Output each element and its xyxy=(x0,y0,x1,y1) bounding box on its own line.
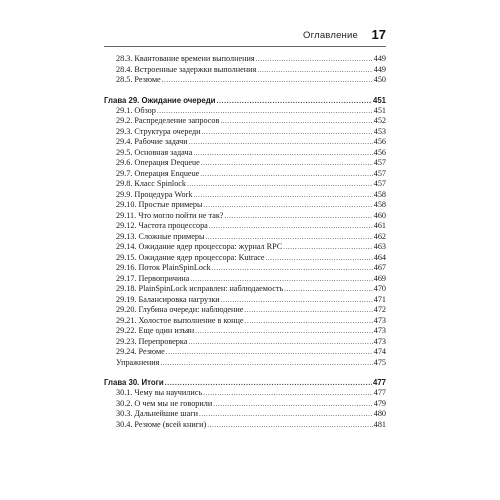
toc-dot-leader xyxy=(201,158,373,169)
toc-section-entry xyxy=(104,305,386,316)
toc-entry-title: 29.15. Ожидание ядер процессора: Kutrace xyxy=(116,252,265,262)
toc-section-entry xyxy=(104,169,386,180)
toc-entry-title: 29.22. Еще один изъян xyxy=(116,326,195,335)
toc-section-entry xyxy=(104,65,386,76)
toc-dot-leader xyxy=(193,190,372,201)
toc-dot-leader xyxy=(193,148,372,159)
toc-entry-title: 28.3. Квантование времени выполнения xyxy=(116,54,255,63)
toc-chapter-entry xyxy=(104,95,386,106)
toc-dot-leader xyxy=(203,200,372,211)
toc-entry-title: 29.11. Что могло пойти не так? xyxy=(116,210,224,220)
toc-entry-page: 481 xyxy=(373,419,386,429)
toc-entry-page: 473 xyxy=(373,336,386,346)
toc-entry-title: 29.10. Простые примеры xyxy=(116,200,203,209)
toc-entry-title: 29.2. Распределение запросов xyxy=(116,116,220,125)
toc-entry-page: 475 xyxy=(373,357,386,367)
toc-entry-page: 451 xyxy=(373,105,386,115)
toc-section-entry xyxy=(104,75,386,86)
toc-section-entry xyxy=(104,253,386,264)
toc-entry-title: 29.7. Операция Enqueue xyxy=(116,168,200,178)
toc-entry-title: 30.1. Чему вы научились xyxy=(116,388,203,397)
toc-entry-page: 470 xyxy=(373,284,386,293)
toc-gap xyxy=(104,368,386,377)
toc-section-entry xyxy=(104,420,386,431)
toc-dot-leader xyxy=(187,179,373,190)
toc-entry-title: 29.14. Ожидание ядер процессора: журнал RPC xyxy=(116,242,283,251)
toc-entry-title: 30.4. Резюме (всей книги) xyxy=(116,419,207,429)
toc-entry-title: 29.13. Сложные примеры xyxy=(116,231,205,241)
toc-section-entry xyxy=(104,232,386,243)
toc-entry-title: 29.20. Глубина очереди: наблюдение xyxy=(116,305,244,314)
toc-dot-leader xyxy=(205,232,372,243)
toc-entry-page: 449 xyxy=(373,54,386,63)
toc-entry-title: 30.2. О чем мы не говорили xyxy=(116,398,213,408)
header-rule xyxy=(104,46,386,47)
toc-section-entry xyxy=(104,148,386,159)
toc-section-entry xyxy=(104,242,386,253)
toc-entry-page: 462 xyxy=(373,231,386,241)
toc-dot-leader xyxy=(221,295,373,306)
toc-dot-leader xyxy=(207,420,372,431)
toc-entry-title: 29.19. Балансировка нагрузки xyxy=(116,294,220,304)
toc-dot-leader xyxy=(220,116,372,127)
toc-entry-page: 480 xyxy=(373,409,386,418)
page-number: 17 xyxy=(371,27,386,42)
toc-entry-title: 29.3. Структура очереди xyxy=(116,126,201,136)
toc-dot-leader xyxy=(190,274,372,285)
toc-entry-title: 29.4. Рабочие задачи xyxy=(116,137,188,146)
toc-section-entry xyxy=(104,106,386,117)
toc-entry-page: 477 xyxy=(373,388,386,397)
toc-entry-page: 457 xyxy=(373,179,386,188)
toc-entry-page: 464 xyxy=(373,252,386,262)
toc-entry-title: 29.17. Первопричина xyxy=(116,273,190,283)
toc-dot-leader xyxy=(160,358,372,369)
toc-section-entry xyxy=(104,158,386,169)
toc-section-entry xyxy=(104,179,386,190)
toc-entry-page: 473 xyxy=(373,326,386,335)
toc-entry-title: 28.5. Резюме xyxy=(116,75,161,84)
toc-dot-leader xyxy=(257,65,372,76)
table-of-contents xyxy=(104,54,386,430)
toc-section-entry xyxy=(104,211,386,222)
toc-entry-title: 29.9. Процедура Work xyxy=(116,189,193,199)
toc-section-entry xyxy=(104,399,386,410)
toc-entry-page: 469 xyxy=(373,273,386,283)
toc-dot-leader xyxy=(284,284,373,295)
toc-dot-leader xyxy=(157,106,373,117)
toc-dot-leader xyxy=(244,305,372,316)
toc-entry-title: 29.21. Холостое выполнение в конце xyxy=(116,315,244,325)
toc-entry-page: 458 xyxy=(373,200,386,209)
toc-entry-page: 453 xyxy=(373,126,386,136)
toc-entry-page: 456 xyxy=(373,147,386,157)
toc-entry-page: 463 xyxy=(373,242,386,251)
toc-section-entry xyxy=(104,190,386,201)
toc-entry-page: 457 xyxy=(373,158,386,167)
toc-entry-title: Глава 30. Итоги xyxy=(104,378,164,387)
toc-entry-page: 477 xyxy=(372,378,386,387)
toc-chapter-entry xyxy=(104,377,386,388)
toc-section-entry xyxy=(104,54,386,65)
toc-section-entry xyxy=(104,137,386,148)
toc-section-entry xyxy=(104,358,386,369)
toc-dot-leader xyxy=(166,347,373,358)
toc-entry-page: 452 xyxy=(373,116,386,125)
toc-entry-page: 461 xyxy=(373,221,386,230)
toc-entry-page: 457 xyxy=(373,168,386,178)
toc-entry-page: 449 xyxy=(373,64,386,74)
toc-section-entry xyxy=(104,221,386,232)
toc-section-entry xyxy=(104,116,386,127)
toc-section-entry xyxy=(104,284,386,295)
toc-entry-page: 479 xyxy=(373,398,386,408)
toc-dot-leader xyxy=(203,388,373,399)
toc-section-entry xyxy=(104,347,386,358)
toc-section-entry xyxy=(104,295,386,306)
toc-dot-leader xyxy=(245,316,373,327)
toc-entry-title: Глава 29. Ожидание очереди xyxy=(104,95,216,105)
toc-section-entry xyxy=(104,127,386,138)
toc-entry-title: 29.1. Обзор xyxy=(116,105,156,115)
toc-dot-leader xyxy=(200,169,372,180)
toc-entry-page: 451 xyxy=(372,95,386,105)
toc-entry-title: 28.4. Встроенные задержки выполнения xyxy=(116,64,257,74)
toc-dot-leader xyxy=(195,326,373,337)
toc-dot-leader xyxy=(209,221,373,232)
toc-entry-title: 29.6. Операция Dequeue xyxy=(116,158,200,167)
toc-dot-leader xyxy=(202,127,373,138)
toc-section-entry xyxy=(104,316,386,327)
toc-section-entry xyxy=(104,274,386,285)
toc-entry-page: 471 xyxy=(373,294,386,304)
toc-section-entry xyxy=(104,263,386,274)
toc-dot-leader xyxy=(189,137,373,148)
toc-dot-leader xyxy=(266,253,373,264)
toc-entry-title: 29.24. Резюме xyxy=(116,347,165,356)
toc-entry-title: 29.23. Перепроверка xyxy=(116,336,188,346)
toc-dot-leader xyxy=(162,75,373,86)
toc-dot-leader xyxy=(213,399,372,410)
toc-entry-page: 456 xyxy=(373,137,386,146)
toc-entry-title: 29.18. PlainSpinLock исправлен: наблюдаемость xyxy=(116,284,284,293)
toc-entry-title: 29.12. Частота процессора xyxy=(116,221,208,230)
toc-entry-title: 29.8. Класс Spinlock xyxy=(116,179,187,188)
running-header xyxy=(104,27,386,45)
toc-section-entry xyxy=(104,409,386,420)
toc-section-entry xyxy=(104,337,386,348)
toc-dot-leader xyxy=(224,211,372,222)
toc-dot-leader xyxy=(199,409,373,420)
toc-section-entry xyxy=(104,388,386,399)
toc-gap xyxy=(104,86,386,95)
toc-entry-page: 450 xyxy=(373,75,386,84)
toc-dot-leader xyxy=(283,242,373,253)
toc-entry-page: 473 xyxy=(373,315,386,325)
toc-entry-page: 458 xyxy=(373,189,386,199)
toc-entry-title: 29.5. Основная задача xyxy=(116,147,193,157)
toc-section-entry xyxy=(104,200,386,211)
toc-entry-page: 467 xyxy=(373,263,386,272)
toc-entry-page: 460 xyxy=(373,210,386,220)
toc-dot-leader xyxy=(188,337,372,348)
toc-dot-leader xyxy=(212,263,373,274)
toc-entry-title: 30.3. Дальнейшие шаги xyxy=(116,409,198,418)
toc-dot-leader xyxy=(256,54,373,65)
toc-entry-page: 472 xyxy=(373,305,386,314)
toc-entry-title: 29.16. Поток PlainSpinLock xyxy=(116,263,211,272)
toc-entry-title: Упражнения xyxy=(116,357,160,367)
toc-section-entry xyxy=(104,326,386,337)
toc-entry-page: 474 xyxy=(373,347,386,356)
running-header-title: Оглавление xyxy=(303,30,358,41)
